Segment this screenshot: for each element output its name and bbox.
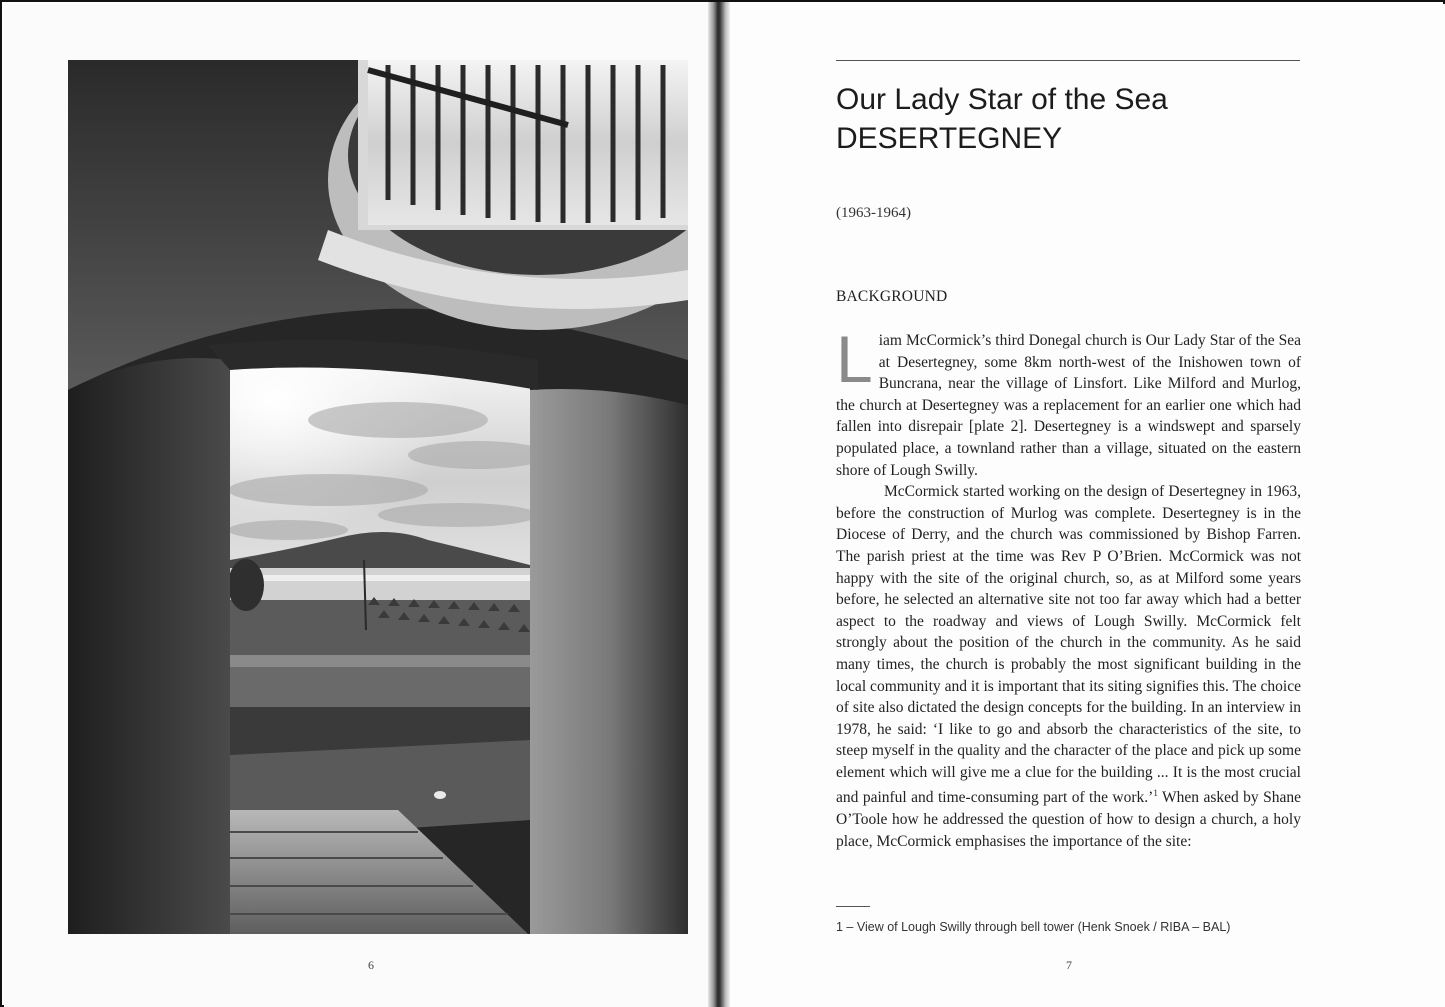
- figure-caption: 1 – View of Lough Swilly through bell tower (Henk Snoek / RIBA – BAL): [836, 920, 1231, 934]
- top-rule: [836, 60, 1300, 61]
- caption-rule: [836, 906, 870, 907]
- chapter-title-line1: Our Lady Star of the Sea: [836, 83, 1168, 116]
- section-heading: BACKGROUND: [836, 288, 948, 305]
- footnote-ref: 1: [1153, 788, 1158, 799]
- paragraph-2-end: When asked by Shane O’Toole how he addressed the question of how to design a church, a holy place, McCormick emphasises the importance of the site:: [836, 789, 1301, 850]
- paragraph-1-text: iam McCormick’s third Donegal church is Our Lady Star of the Sea at Desertegney, some 8km north-west of the Inishowen town of Buncrana, near the village of Linsfort. Like Milford and Murlog, the church at Desertegney was a replacement for an earlier one which had fallen into disrepair [plate 2]. Desertegney is a windswept and sparsely populated place, a townland rather than a village, situated on the eastern shore of Lough Swilly.: [836, 332, 1301, 479]
- drop-cap: L: [836, 322, 873, 396]
- paragraph-1: [836, 322, 1301, 481]
- page-number-right: 7: [1066, 958, 1072, 972]
- chapter-title: [836, 80, 1306, 158]
- page-number-left: 6: [368, 958, 374, 972]
- paragraph-2: [836, 481, 1301, 852]
- body-text: [836, 322, 1301, 852]
- chapter-title-line2: DESERTEGNEY: [836, 122, 1063, 155]
- book-gutter: [708, 2, 730, 1007]
- bell-tower-photograph: [68, 60, 688, 934]
- paragraph-2-text: McCormick started working on the design of Desertegney in 1963, before the construction of Murlog was complete. Desertegney is in the Diocese of Derry, and the church was commissioned by Bishop Farren. The parish priest at the time was Rev P O’Brien. McCormick was not happy with the site of the original church, so, as at Milford some years before, he selected an alternative site not too far away which had a better aspect to the roadway and views of Lough Swilly. McCormick felt strongly about the position of the church in the community. As he said many times, the church is probably the most significant building in the local community and it is important that its siting signifies this. The choice of site also dictated the design concepts for the building. In an interview in 1978, he said: ‘I like to go and absorb the characteristics of the site, to steep myself in the quality and the character of the place and pick up some element which will give me a clue for the building ... It is the most crucial and painful and time-consuming part of the work.’: [836, 483, 1301, 807]
- date-range: (1963-1964): [836, 205, 911, 221]
